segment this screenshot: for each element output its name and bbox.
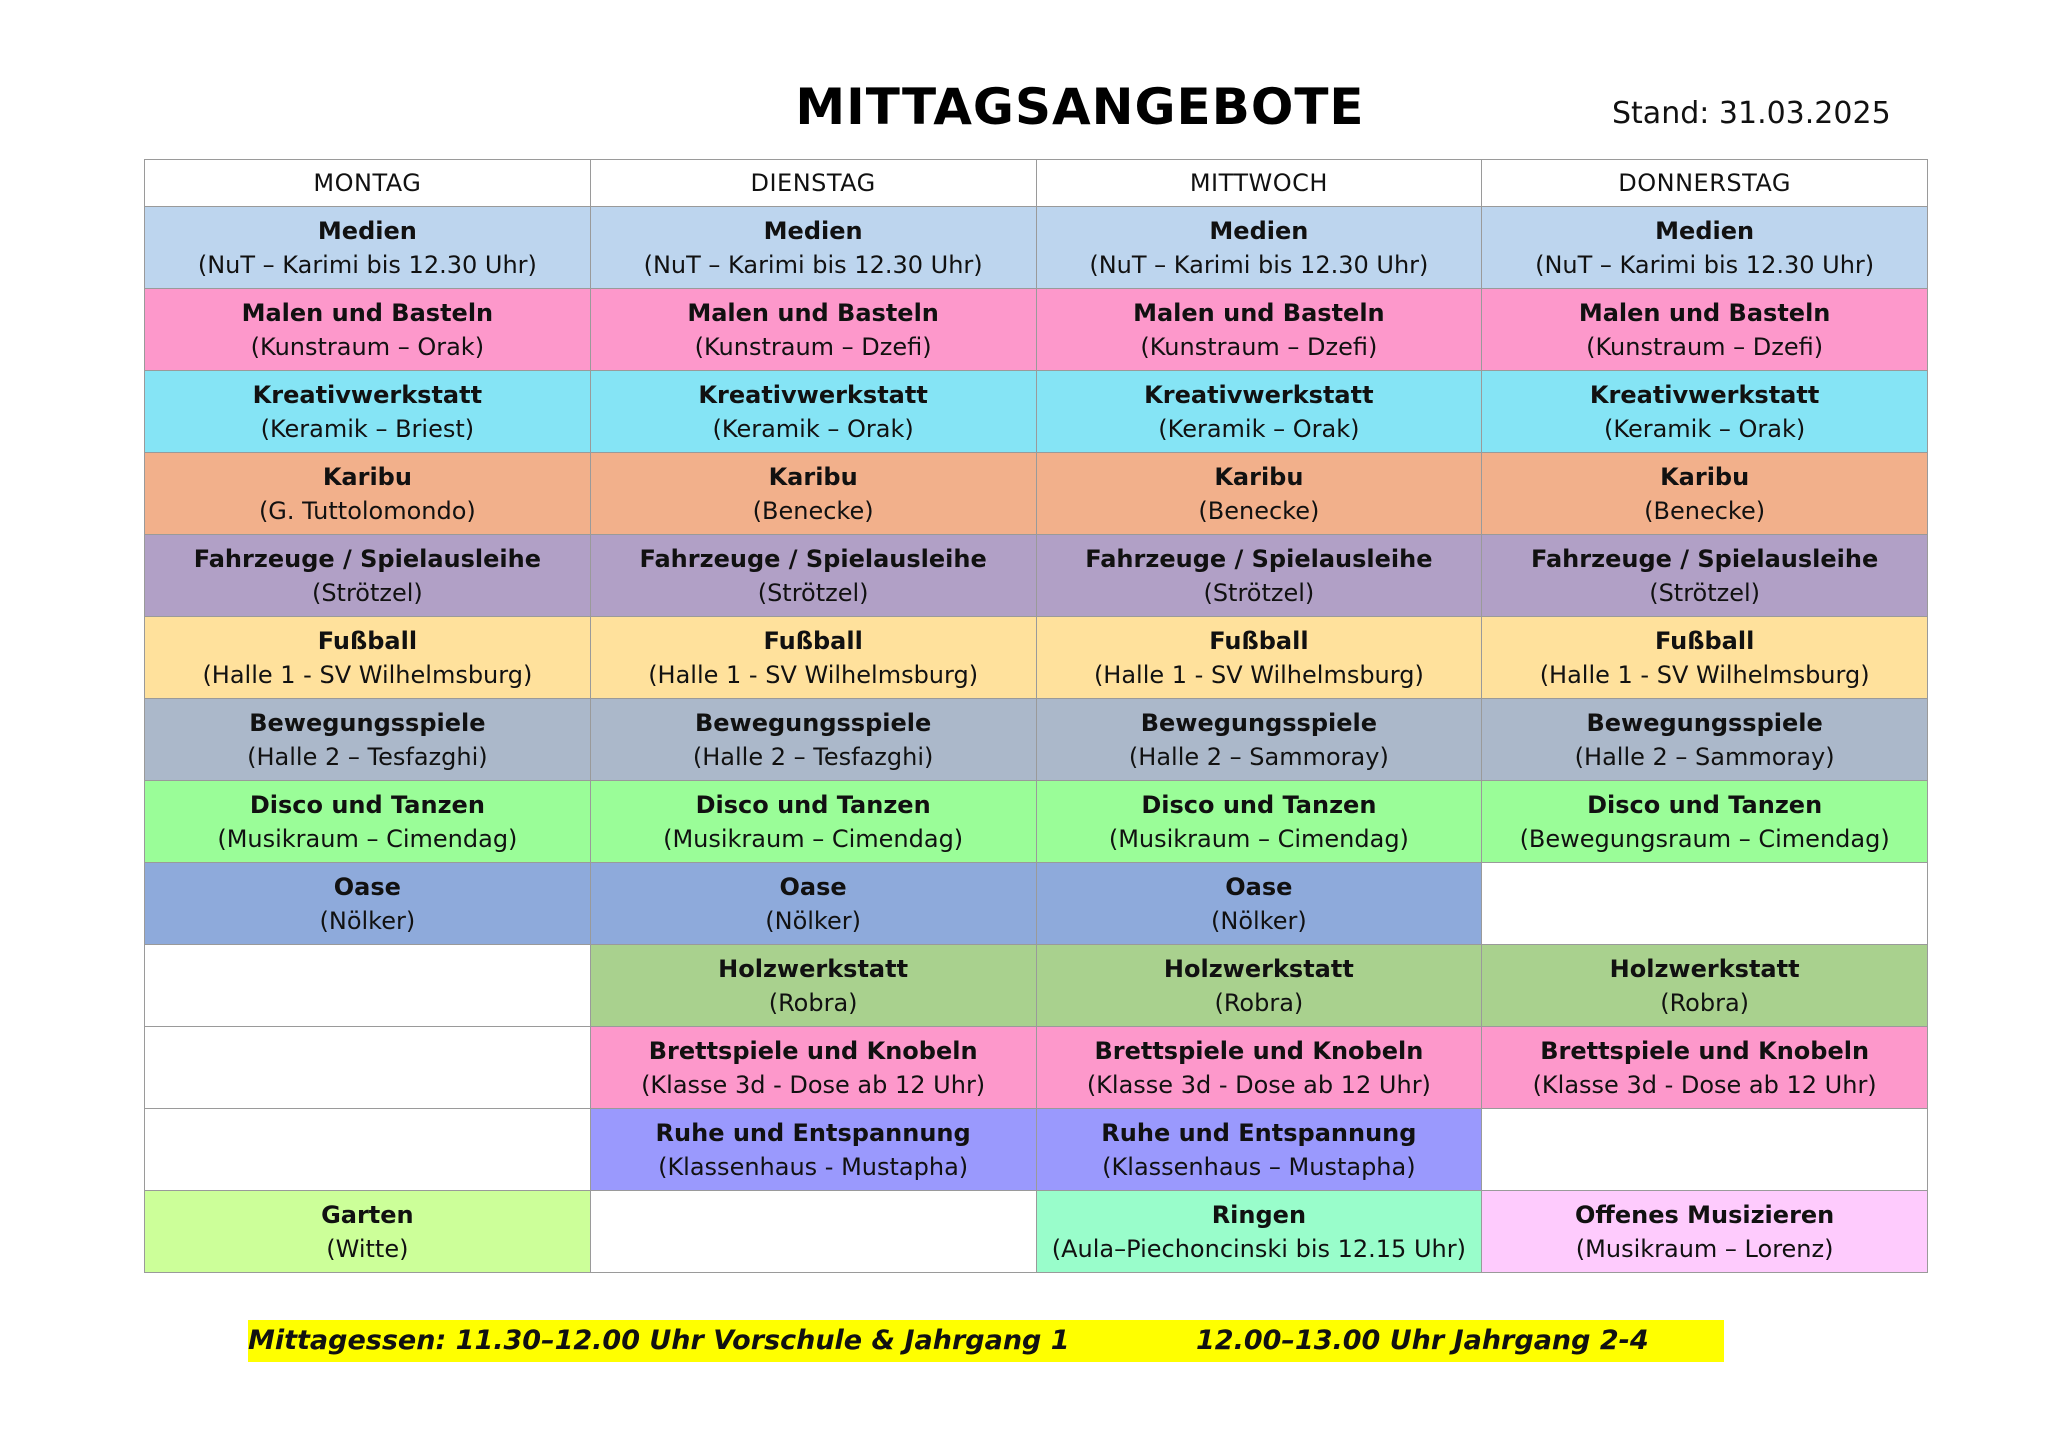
day-header-row (145, 160, 1928, 207)
activity-details: (Robra) (768, 988, 858, 1017)
schedule-cell-tuesday (590, 371, 1036, 453)
activity-name: Fahrzeuge / Spielausleihe (1531, 544, 1879, 573)
activity-details: (Klasse 3d - Dose ab 12 Uhr) (1532, 1070, 1877, 1099)
activity-details: (Kunstraum – Dzefi) (1586, 332, 1824, 361)
activity-name: Brettspiele und Knobeln (1094, 1036, 1424, 1065)
activity-details: (Keramik – Briest) (260, 414, 475, 443)
stand-date: Stand: 31.03.2025 (1612, 96, 1891, 131)
schedule-cell-monday (145, 863, 591, 945)
day-header-monday: MONTAG (145, 160, 591, 207)
activity-name: Bewegungsspiele (694, 708, 932, 737)
activity-details: (NuT – Karimi bis 12.30 Uhr) (197, 250, 537, 279)
activity-details: (Nölker) (1211, 906, 1307, 935)
schedule-cell-monday (145, 535, 591, 617)
schedule-cell-wednesday (1036, 781, 1482, 863)
activity-details: (Robra) (1214, 988, 1304, 1017)
activity-details: (Strötzel) (1649, 578, 1761, 607)
activity-name: Karibu (322, 462, 412, 491)
schedule-cell-tuesday (590, 535, 1036, 617)
activity-name: Offenes Musizieren (1574, 1200, 1835, 1229)
lunch-times-second: 12.00–13.00 Uhr Jahrgang 2-4 (1196, 1325, 1649, 1356)
schedule-cell-thursday (1482, 699, 1928, 781)
schedule-table (144, 159, 1928, 1273)
activity-details: (Kunstraum – Orak) (250, 332, 485, 361)
lunch-times-first: Mittagessen: 11.30–12.00 Uhr Vorschule & Jahrgang 1 (248, 1325, 1070, 1356)
schedule-cell-thursday (1482, 945, 1928, 1027)
activity-details: (Halle 2 – Sammoray) (1574, 742, 1835, 771)
schedule-cell-monday (145, 945, 591, 1027)
activity-details: (Keramik – Orak) (712, 414, 914, 443)
schedule-cell-thursday (1482, 1191, 1928, 1273)
activity-details: (Nölker) (765, 906, 861, 935)
schedule-row (145, 289, 1928, 371)
activity-name: Disco und Tanzen (249, 790, 485, 819)
activity-name: Fußball (1209, 626, 1309, 655)
activity-name: Holzwerkstatt (1609, 954, 1800, 983)
activity-details: (Benecke) (1644, 496, 1766, 525)
schedule-cell-wednesday (1036, 289, 1482, 371)
activity-details: (Halle 2 – Sammoray) (1128, 742, 1389, 771)
schedule-cell-wednesday (1036, 453, 1482, 535)
activity-details: (NuT – Karimi bis 12.30 Uhr) (1089, 250, 1429, 279)
activity-details: (Bewegungsraum – Cimendag) (1519, 824, 1890, 853)
activity-name: Ringen (1211, 1200, 1307, 1229)
schedule-cell-thursday (1482, 1027, 1928, 1109)
schedule-cell-thursday (1482, 535, 1928, 617)
schedule-cell-wednesday (1036, 699, 1482, 781)
activity-name: Kreativwerkstatt (698, 380, 928, 409)
activity-name: Holzwerkstatt (718, 954, 909, 983)
activity-name: Fahrzeuge / Spielausleihe (639, 544, 987, 573)
activity-name: Medien (1655, 216, 1755, 245)
schedule-cell-thursday (1482, 781, 1928, 863)
activity-name: Ruhe und Entspannung (1101, 1118, 1417, 1147)
schedule-cell-tuesday (590, 617, 1036, 699)
activity-details: (Kunstraum – Dzefi) (694, 332, 932, 361)
schedule-cell-thursday (1482, 1109, 1928, 1191)
activity-name: Disco und Tanzen (1587, 790, 1823, 819)
activity-name: Disco und Tanzen (695, 790, 931, 819)
activity-details: (Halle 2 – Tesfazghi) (247, 742, 488, 771)
schedule-row (145, 617, 1928, 699)
activity-name: Garten (321, 1200, 414, 1229)
activity-name: Medien (317, 216, 417, 245)
schedule-cell-tuesday (590, 863, 1036, 945)
schedule-cell-thursday (1482, 453, 1928, 535)
activity-name: Fußball (317, 626, 418, 655)
schedule-cell-wednesday (1036, 1109, 1482, 1191)
schedule-row (145, 1109, 1928, 1191)
activity-details: (Klassenhaus - Mustapha) (658, 1152, 969, 1181)
activity-name: Karibu (768, 462, 858, 491)
schedule-cell-thursday (1482, 207, 1928, 289)
schedule-row (145, 1191, 1928, 1273)
activity-name: Oase (779, 872, 847, 901)
activity-name: Karibu (1660, 462, 1750, 491)
activity-details: (Musikraum – Cimendag) (217, 824, 518, 853)
activity-details: (Nölker) (319, 906, 416, 935)
schedule-row (145, 207, 1928, 289)
schedule-cell-tuesday (590, 289, 1036, 371)
schedule-cell-tuesday (590, 1109, 1036, 1191)
activity-name: Brettspiele und Knobeln (1540, 1036, 1870, 1065)
schedule-cell-monday (145, 207, 591, 289)
activity-details: (Benecke) (1198, 496, 1320, 525)
activity-details: (Halle 1 - SV Wilhelmsburg) (202, 660, 533, 689)
activity-details: (Robra) (1660, 988, 1750, 1017)
activity-name: Medien (1209, 216, 1309, 245)
activity-name: Oase (1225, 872, 1293, 901)
schedule-cell-wednesday (1036, 1027, 1482, 1109)
activity-details: (Halle 1 - SV Wilhelmsburg) (1093, 660, 1424, 689)
activity-details: (Strötzel) (311, 578, 423, 607)
schedule-cell-monday (145, 1191, 591, 1273)
activity-name: Bewegungsspiele (1586, 708, 1823, 737)
activity-details: (Keramik – Orak) (1158, 414, 1360, 443)
schedule-cell-tuesday (590, 945, 1036, 1027)
schedule-cell-tuesday (590, 1191, 1036, 1273)
activity-details: (Klasse 3d - Dose ab 12 Uhr) (641, 1070, 986, 1099)
schedule-cell-wednesday (1036, 617, 1482, 699)
activity-name: Oase (333, 872, 401, 901)
activity-name: Brettspiele und Knobeln (648, 1036, 978, 1065)
schedule-cell-thursday (1482, 863, 1928, 945)
schedule-cell-tuesday (590, 207, 1036, 289)
activity-name: Disco und Tanzen (1141, 790, 1377, 819)
activity-details: (Benecke) (752, 496, 874, 525)
day-header-tuesday: DIENSTAG (590, 160, 1036, 207)
activity-details: (Witte) (326, 1234, 409, 1263)
day-header-wednesday: MITTWOCH (1036, 160, 1482, 207)
schedule-row (145, 863, 1928, 945)
schedule-row (145, 535, 1928, 617)
activity-name: Medien (763, 216, 863, 245)
page-title: MITTAGSANGEBOTE (795, 78, 1365, 136)
activity-details: (Musikraum – Cimendag) (663, 824, 964, 853)
activity-details: (Strötzel) (1203, 578, 1315, 607)
schedule-cell-wednesday (1036, 863, 1482, 945)
activity-details: (Halle 1 - SV Wilhelmsburg) (648, 660, 979, 689)
activity-name: Fußball (763, 626, 863, 655)
activity-details: (G. Tuttolomondo) (258, 496, 476, 525)
schedule-cell-monday (145, 1109, 591, 1191)
activity-details: (Halle 1 - SV Wilhelmsburg) (1539, 660, 1870, 689)
activity-name: Fußball (1654, 626, 1755, 655)
schedule-row (145, 945, 1928, 1027)
schedule-cell-thursday (1482, 371, 1928, 453)
activity-name: Kreativwerkstatt (252, 380, 483, 409)
schedule-cell-tuesday (590, 781, 1036, 863)
activity-details: (Musikraum – Cimendag) (1108, 824, 1409, 853)
schedule-cell-monday (145, 699, 591, 781)
schedule-cell-wednesday (1036, 207, 1482, 289)
schedule-row (145, 453, 1928, 535)
activity-details: (Klasse 3d - Dose ab 12 Uhr) (1086, 1070, 1431, 1099)
activity-details: (NuT – Karimi bis 12.30 Uhr) (643, 250, 983, 279)
schedule-row (145, 781, 1928, 863)
schedule-cell-monday (145, 453, 591, 535)
schedule-cell-tuesday (590, 453, 1036, 535)
activity-details: (NuT – Karimi bis 12.30 Uhr) (1535, 250, 1875, 279)
schedule-cell-wednesday (1036, 371, 1482, 453)
schedule-cell-monday (145, 289, 591, 371)
schedule-row (145, 1027, 1928, 1109)
schedule-cell-wednesday (1036, 535, 1482, 617)
activity-name: Malen und Basteln (687, 298, 939, 327)
activity-name: Ruhe und Entspannung (655, 1118, 971, 1147)
activity-name: Bewegungsspiele (249, 708, 486, 737)
activity-details: (Klassenhaus – Mustapha) (1102, 1152, 1416, 1181)
schedule-row (145, 699, 1928, 781)
schedule-cell-wednesday (1036, 945, 1482, 1027)
activity-details: (Aula–Piechoncinski bis 12.15 Uhr) (1051, 1234, 1466, 1263)
schedule-body (145, 207, 1928, 1273)
schedule-row (145, 371, 1928, 453)
activity-name: Malen und Basteln (241, 298, 494, 327)
activity-name: Bewegungsspiele (1140, 708, 1378, 737)
activity-name: Holzwerkstatt (1163, 954, 1354, 983)
activity-name: Karibu (1214, 462, 1304, 491)
schedule-cell-wednesday (1036, 1191, 1482, 1273)
schedule-cell-monday (145, 371, 591, 453)
activity-details: (Halle 2 – Tesfazghi) (692, 742, 934, 771)
activity-name: Fahrzeuge / Spielausleihe (1085, 544, 1433, 573)
activity-details: (Keramik – Orak) (1604, 414, 1806, 443)
schedule-cell-monday (145, 1027, 591, 1109)
schedule-cell-tuesday (590, 699, 1036, 781)
activity-details: (Musikraum – Lorenz) (1575, 1234, 1834, 1263)
schedule-cell-tuesday (590, 1027, 1036, 1109)
activity-name: Malen und Basteln (1578, 298, 1831, 327)
day-header-thursday: DONNERSTAG (1482, 160, 1928, 207)
activity-details: (Strötzel) (757, 578, 869, 607)
activity-details: (Kunstraum – Dzefi) (1140, 332, 1378, 361)
schedule-cell-monday (145, 781, 591, 863)
activity-name: Kreativwerkstatt (1144, 380, 1374, 409)
activity-name: Malen und Basteln (1133, 298, 1385, 327)
activity-name: Kreativwerkstatt (1589, 380, 1820, 409)
schedule-cell-thursday (1482, 289, 1928, 371)
schedule-cell-monday (145, 617, 591, 699)
schedule-cell-thursday (1482, 617, 1928, 699)
activity-name: Fahrzeuge / Spielausleihe (193, 544, 541, 573)
lunch-times-banner (248, 1320, 1724, 1362)
